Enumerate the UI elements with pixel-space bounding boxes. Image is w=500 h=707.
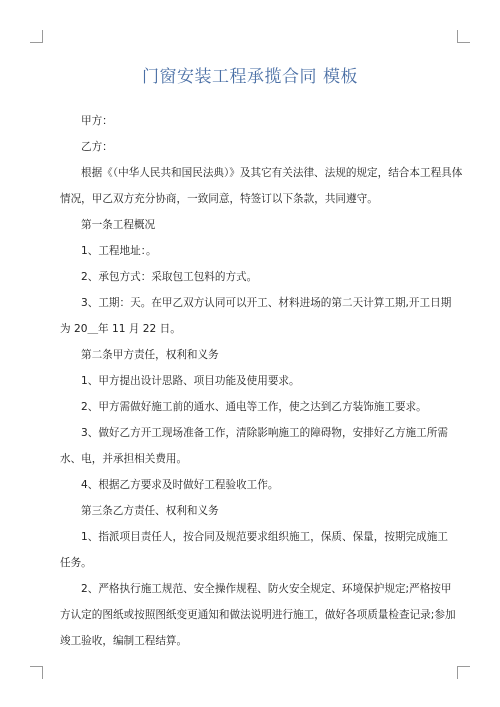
paragraph-line: 1、甲方提出设计思路、项目功能及使用要求。 (81, 375, 300, 387)
paragraph-line: 竣工验收，编制工程结算。 (60, 635, 188, 647)
paragraph-line: 为 20＿年 11 月 22 日。 (60, 323, 181, 335)
paragraph-line: 3、工期：天。在甲乙双方认同可以开工、材料进场的第二天计算工期,开工日期 (81, 297, 452, 309)
page-corner-mark-top-right (457, 30, 470, 43)
paragraph-line: 方认定的图纸或按照图纸变更通知和做法说明进行施工，做好各项质量检查记录;参加 (60, 609, 456, 621)
paragraph-line: 4、根据乙方要求及时做好工程验收工作。 (81, 479, 279, 491)
paragraph-line: 1、工程地址：。 (81, 245, 157, 257)
paragraph-line: 2、严格执行施工规范、安全操作规程、防火安全规定、环境保护规定;严格按甲 (81, 583, 452, 595)
paragraph-line: 1、指派项目责任人，按合同及规范要求组织施工，保质、保量，按期完成施工 (81, 531, 448, 543)
page-corner-mark-top-left (30, 30, 43, 43)
page-corner-mark-bottom-left (30, 666, 43, 679)
paragraph-line: 2、承包方式：采取包工包料的方式。 (81, 271, 258, 283)
paragraph-line: 2、甲方需做好施工前的通水、通电等工作，使之达到乙方装饰施工要求。 (81, 401, 427, 413)
paragraph-line: 第一条工程概况 (81, 219, 156, 231)
paragraph-line: 3、做好乙方开工现场准备工作，清除影响施工的障碍物，安排好乙方施工所需 (81, 427, 448, 439)
paragraph-line: 根据《（中华人民共和国民法典）》及其它有关法律、法规的规定，结合本工程具体 (81, 167, 463, 179)
document-body (60, 108, 463, 654)
paragraph-line: 甲方： (81, 115, 113, 127)
page-corner-mark-bottom-right (457, 666, 470, 679)
paragraph-line: 情况，甲乙双方充分协商，一致同意，特签订以下条款，共同遵守。 (60, 193, 378, 205)
paragraph-line: 第三条乙方责任、权利和义务 (81, 505, 219, 517)
paragraph-line: 水、电，并承担相关费用。 (60, 453, 188, 465)
paragraph-line: 任务。 (60, 557, 92, 569)
paragraph-line: 乙方： (81, 141, 113, 153)
paragraph-line: 第二条甲方责任，权利和义务 (81, 349, 219, 361)
document-title: 门窗安装工程承揽合同 模板 (142, 67, 358, 87)
